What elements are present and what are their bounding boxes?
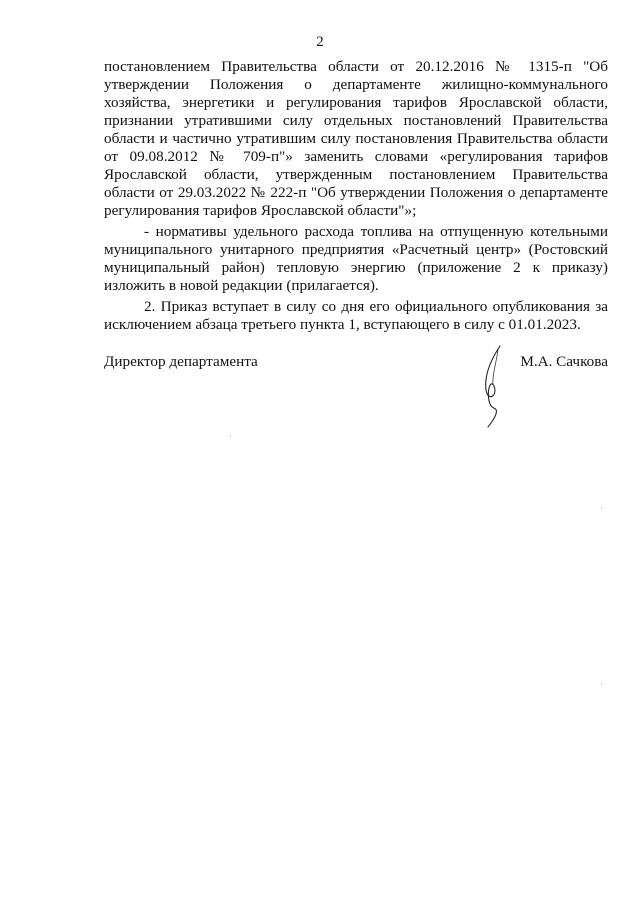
scan-speck (601, 683, 602, 684)
signatory-name: М.А. Сачкова (520, 353, 608, 370)
scan-speck (230, 436, 231, 437)
signatory-title: Директор департамента (104, 353, 258, 370)
paragraph-effective-date: 2. Приказ вступает в силу со дня его официального опубликования за исключением абзаца третьего пункта 1, вступающего в силу с 01.01.2023. (104, 298, 608, 333)
scan-speck (601, 508, 602, 509)
page-number: 2 (316, 34, 324, 50)
handwritten-signature (478, 344, 518, 428)
signature-block (104, 353, 608, 433)
document-body (104, 58, 608, 334)
paragraph-fuel-norms: - нормативы удельного расхода топлива на отпущенную котельными муниципального унитарного предприятия «Расчетный центр» (Ростовский муниципальный район) тепловую энергию (приложение 2 к приказу) изложить в новой редакции (прилагается). (104, 223, 608, 294)
paragraph-decree-reference: постановлением Правительства области от 20.12.2016 № 1315-п "Об утверждении Положения о департаменте жилищно-коммунального хозяйства, энергетики и регулирования тарифов Ярославской области, признании утратившими силу отдельных постановлений Правительства области и частично утратившим силу постановления Правительства области от 09.08.2012 № 709-п"» заменить словами «регулирования тарифов Ярославской области, утвержденным постановлением Правительства области от 29.03.2022 № 222-п "Об утверждении Положения о департаменте регулирования тарифов Ярославской области"»; (104, 58, 608, 219)
